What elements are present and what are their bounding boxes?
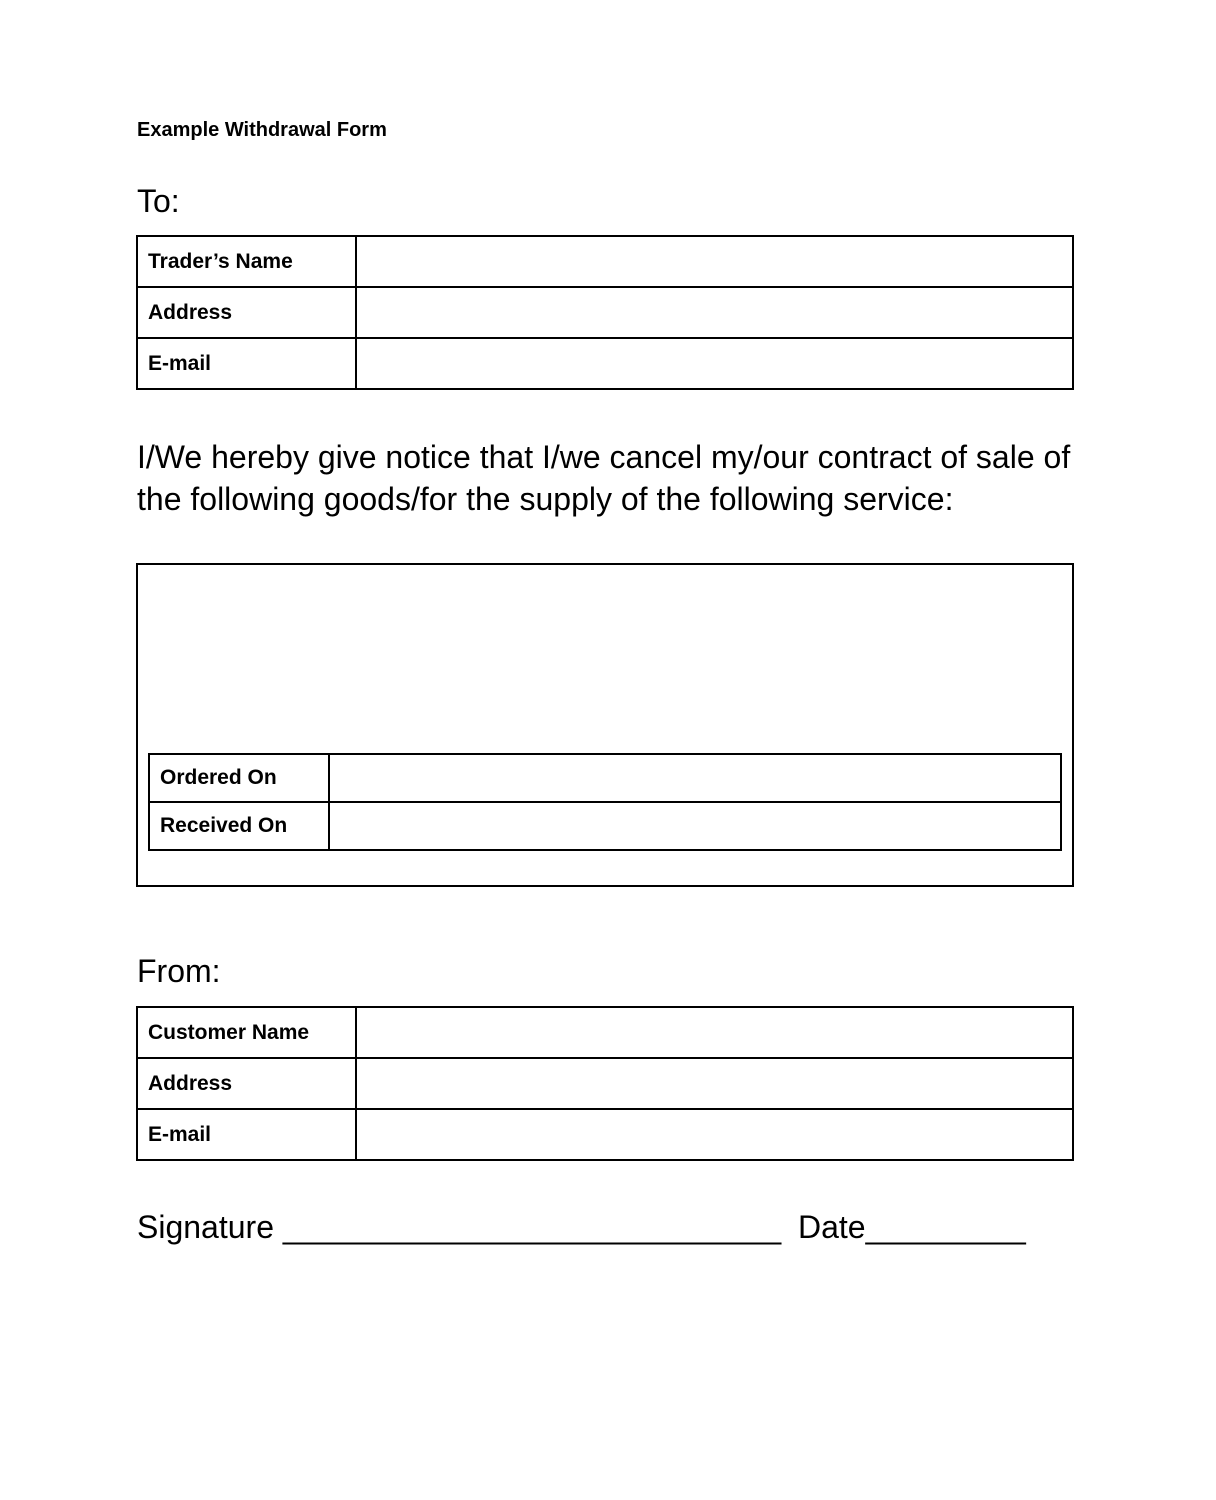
customer-address-field[interactable] xyxy=(356,1058,1073,1109)
customer-address-label: Address xyxy=(137,1058,356,1109)
cancellation-notice: I/We hereby give notice that I/we cancel my/our contract of sale of the following goods/for the supply of the following service: xyxy=(137,439,1071,517)
table-row xyxy=(137,1109,1073,1160)
received-on-field[interactable] xyxy=(329,802,1061,850)
traders-name-field[interactable] xyxy=(356,236,1073,287)
table-row xyxy=(149,754,1061,802)
table-row xyxy=(137,1058,1073,1109)
trader-address-label: Address xyxy=(137,287,356,338)
from-section-label: From: xyxy=(137,953,221,989)
date-line[interactable]: Date_________ xyxy=(798,1209,1026,1245)
trader-address-field[interactable] xyxy=(356,287,1073,338)
customer-email-field[interactable] xyxy=(356,1109,1073,1160)
customer-details-table xyxy=(136,1006,1074,1161)
to-section-label: To: xyxy=(137,183,180,219)
customer-name-label: Customer Name xyxy=(137,1007,356,1058)
table-row xyxy=(137,236,1073,287)
customer-name-field[interactable] xyxy=(356,1007,1073,1058)
signature-line[interactable]: Signature ____________________________ xyxy=(137,1209,782,1245)
trader-email-field[interactable] xyxy=(356,338,1073,389)
order-dates-table xyxy=(148,753,1062,851)
table-row xyxy=(137,287,1073,338)
form-title: Example Withdrawal Form xyxy=(137,119,387,141)
goods-description-box[interactable] xyxy=(136,563,1074,887)
received-on-label: Received On xyxy=(149,802,329,850)
table-row xyxy=(149,802,1061,850)
ordered-on-label: Ordered On xyxy=(149,754,329,802)
ordered-on-field[interactable] xyxy=(329,754,1061,802)
table-row xyxy=(137,338,1073,389)
trader-details-table xyxy=(136,235,1074,390)
traders-name-label: Trader’s Name xyxy=(137,236,356,287)
customer-email-label: E-mail xyxy=(137,1109,356,1160)
goods-description-field[interactable] xyxy=(148,575,1062,745)
trader-email-label: E-mail xyxy=(137,338,356,389)
table-row xyxy=(137,1007,1073,1058)
